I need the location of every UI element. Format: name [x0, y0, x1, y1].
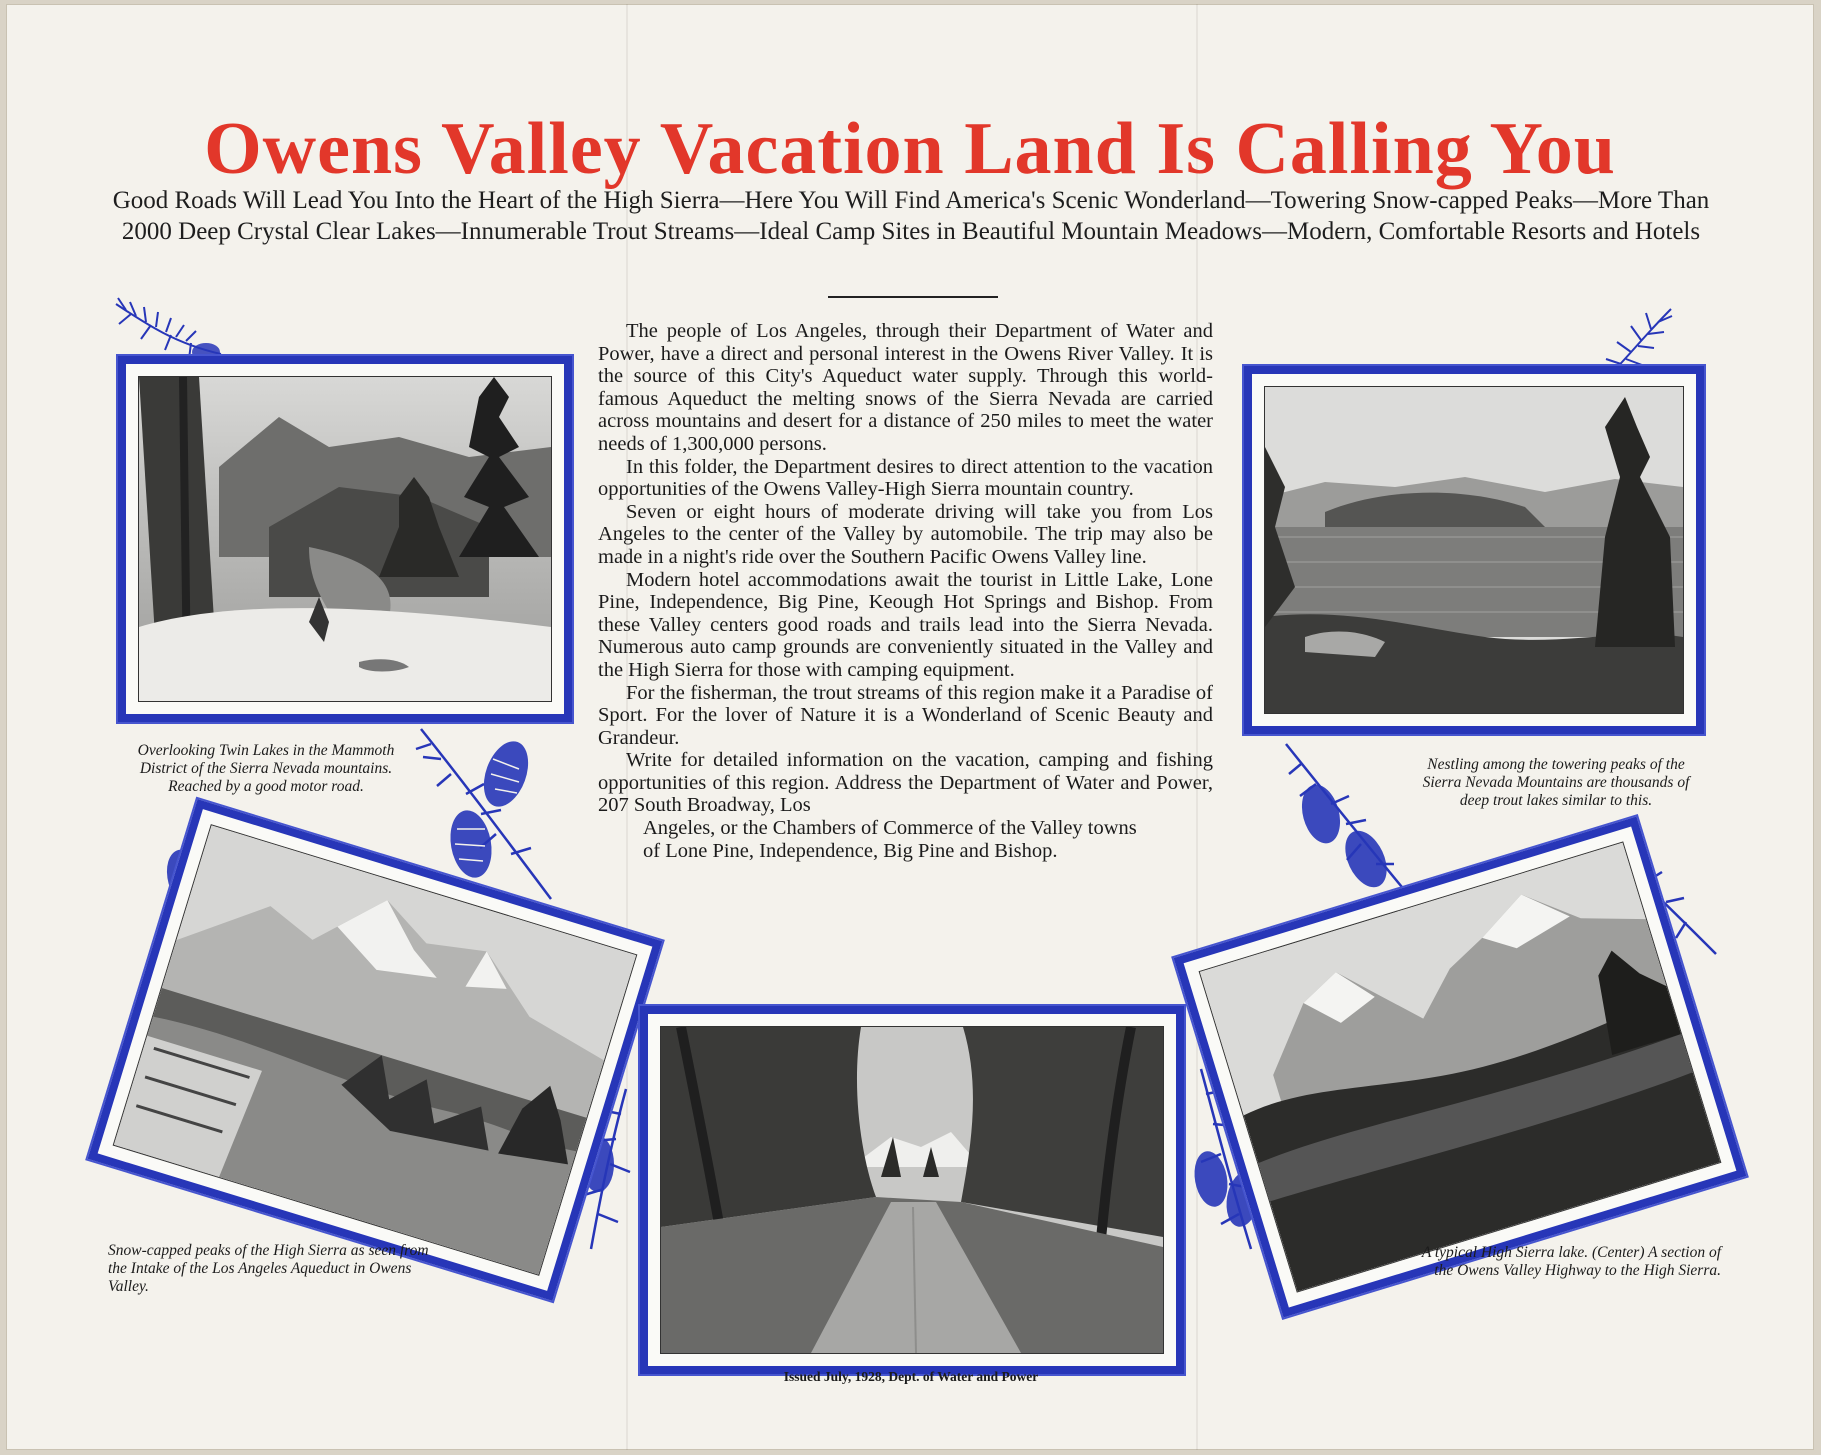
caption-trout-lake: Nestling among the towering peaks of the Sierra Nevada Mountains are thousands of deep trout lakes similar to this. — [1422, 756, 1690, 809]
brochure-subtitle: Good Roads Will Lead You Into the Heart of the High Sierra—Here You Will Find America's Scenic Wonderland—Towering Snow-capped Peaks—More Than 2000 Deep Crystal Clear Lakes—Innumerable Trout Streams—Ideal Camp Sites in Beautiful Mountain Meadows—Modern, Comfortable Resorts and Hotels — [112, 187, 1710, 245]
body-paragraph: Seven or eight hours of moderate driving will take you from Los Angeles to the center of the Valley by automobile. The trip may also be made in a night's ride over the Southern Pacific Owens Valley line. — [598, 500, 1213, 568]
caption-aqueduct-intake: Snow-capped peaks of the High Sierra as seen from the Intake of the Los Angeles Aqueduct in Owens Valley. — [108, 1242, 429, 1295]
trout-lake-photo — [1264, 386, 1684, 714]
body-paragraph: The people of Los Angeles, through their Department of Water and Power, have a direct and personal interest in the Owens River Valley. It is the source of this City's Aqueduct water supply. Through this world-famous Aqueduct the melting snows of the Sierra Nevada are carried across mountains and desert for a distance of 250 miles to meet the water needs of 1,300,000 persons. — [598, 320, 1213, 455]
body-paragraph: Write for detailed information on the vacation, camping and fishing opportunities of this region. Address the Department of Water and Power, 207 South Broadway, Los — [598, 749, 1213, 817]
body-text — [598, 320, 1213, 862]
photo-frame-twin-lakes — [118, 356, 572, 722]
brochure-sheet — [6, 4, 1814, 1450]
body-paragraph: For the fisherman, the trout streams of this region make it a Paradise of Sport. For the lover of Nature it is a Wonderland of Scenic Beauty and Grandeur. — [598, 681, 1213, 749]
caption-high-sierra-lake: A typical High Sierra lake. (Center) A section of the Owens Valley Highway to the High Sierra. — [1421, 1244, 1721, 1279]
body-paragraph: In this folder, the Department desires to direct attention to the vacation opportunities of the Owens Valley-High Sierra mountain country. — [598, 455, 1213, 501]
brochure-title: Owens Valley Vacation Land Is Calling You — [204, 108, 1616, 190]
divider-rule — [828, 296, 998, 298]
twin-lakes-photo — [138, 376, 552, 702]
body-paragraph: Modern hotel accommodations await the tourist in Little Lake, Lone Pine, Independence, Big Pine, Keough Hot Springs and Bishop. From these Valley centers good roads and trails lead into the Sierra Nevada. Numerous auto camp grounds are conveniently situated in the Valley and the High Sierra for those with camping equipment. — [598, 568, 1213, 681]
caption-twin-lakes: Overlooking Twin Lakes in the Mammoth District of the Sierra Nevada mountains. Reached by a good motor road. — [137, 742, 395, 795]
body-paragraph: Angeles, or the Chambers of Commerce of the Valley towns of Lone Pine, Independence, Big Pine and Bishop. — [643, 817, 1137, 862]
photo-frame-trout-lake — [1244, 366, 1704, 734]
photo-frame-highway — [640, 1006, 1184, 1374]
issued-line: Issued July, 1928, Dept. of Water and Power — [783, 1369, 1039, 1384]
highway-photo — [660, 1026, 1164, 1354]
